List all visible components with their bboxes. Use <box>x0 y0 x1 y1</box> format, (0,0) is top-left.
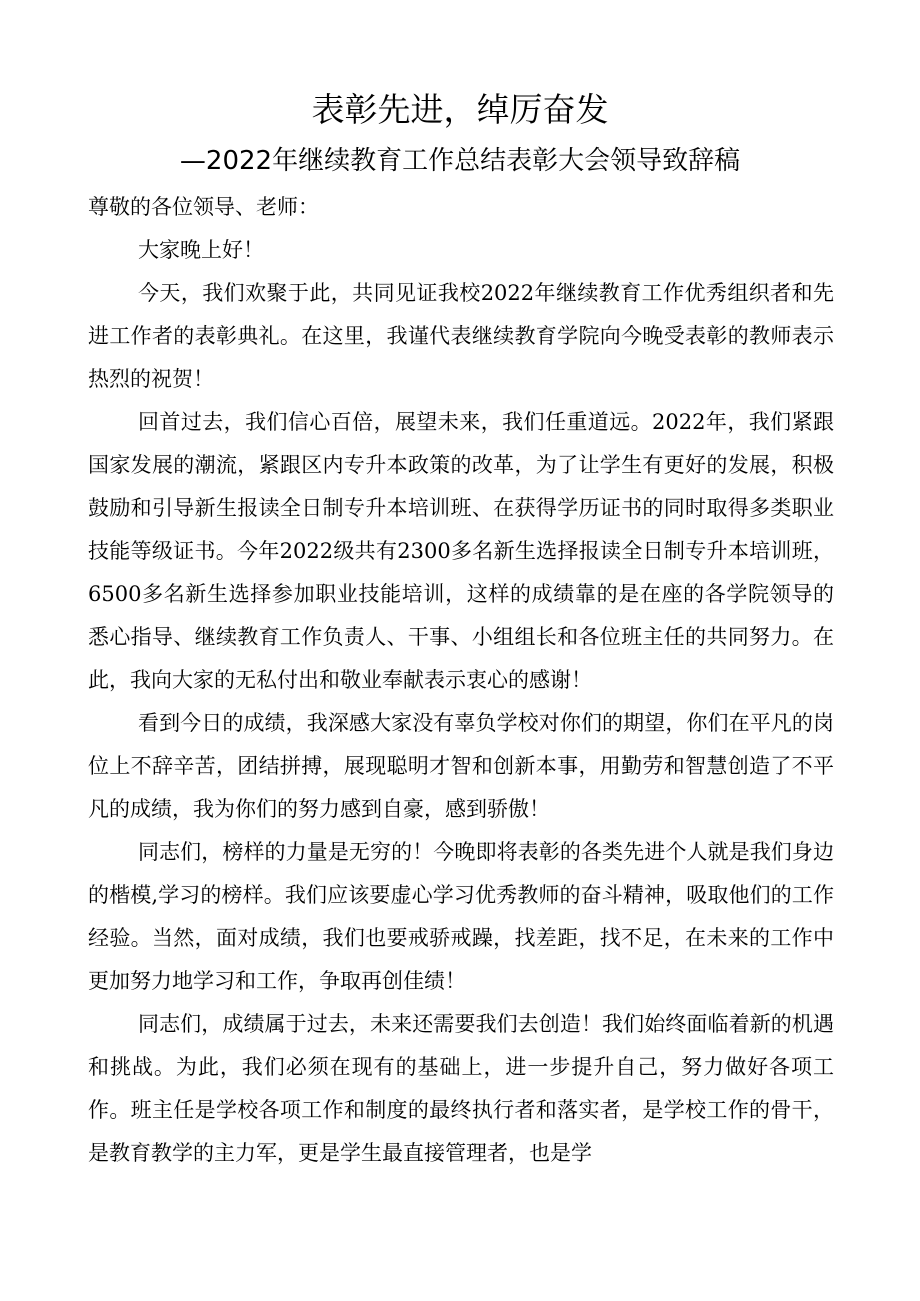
speech-body <box>88 186 834 1175</box>
document-subtitle: —2022年继续教育工作总结表彰大会领导致辞稿 <box>179 146 741 176</box>
paragraph-role-models: 同志们，榜样的力量是无穷的！今晚即将表彰的各类先进个人就是我们身边的楷模,学习的榜样。我们应该要虚心学习优秀教师的奋斗精神，吸取他们的工作经验。当然，面对成绩，我们也要戒骄戒躁，找差距，找不足，在未来的工作中更加努力地学习和工作，争取再创佳绩！ <box>88 840 834 993</box>
paragraph-congratulations: 今天，我们欢聚于此，共同见证我校2022年继续教育工作优秀组织者和先进工作者的表彰典礼。在这里，我谨代表继续教育学院向今晚受表彰的教师表示热烈的祝贺！ <box>88 281 834 391</box>
salutation: 尊敬的各位领导、老师： <box>88 195 319 219</box>
document-title: 表彰先进，绰厉奋发 <box>311 90 609 129</box>
paragraph-greeting: 大家晚上好！ <box>138 238 264 262</box>
paragraph-pride: 看到今日的成绩，我深感大家没有辜负学校对你们的期望，你们在平凡的岗位上不辞辛苦，团结拼搏，展现聪明才智和创新本事，用勤劳和智慧创造了不平凡的成绩，我为你们的努力感到自豪，感到骄傲！ <box>88 711 834 821</box>
paragraph-achievements: 回首过去，我们信心百倍，展望未来，我们任重道远。2022年，我们紧跟国家发展的潮流，紧跟区内专升本政策的改革，为了让学生有更好的发展，积极鼓励和引导新生报读全日制专升本培训班、在获得学历证书的同时取得多类职业技能等级证书。今年2022级共有2300多名新生选择报读全日制专升本培训班，6500多名新生选择参加职业技能培训，这样的成绩靠的是在座的各学院领导的悉心指导、继续教育工作负责人、干事、小组组长和各位班主任的共同努力。在此，我向大家的无私付出和敬业奉献表示衷心的感谢！ <box>88 410 834 692</box>
paragraph-future: 同志们，成绩属于过去，未来还需要我们去创造！我们始终面临着新的机遇和挑战。为此，我们必须在现有的基础上，进一步提升自己，努力做好各项工作。班主任是学校各项工作和制度的最终执行者和落实者，是学校工作的骨干，是教育教学的主力军，更是学生最直接管理者，也是学 <box>88 1012 834 1165</box>
